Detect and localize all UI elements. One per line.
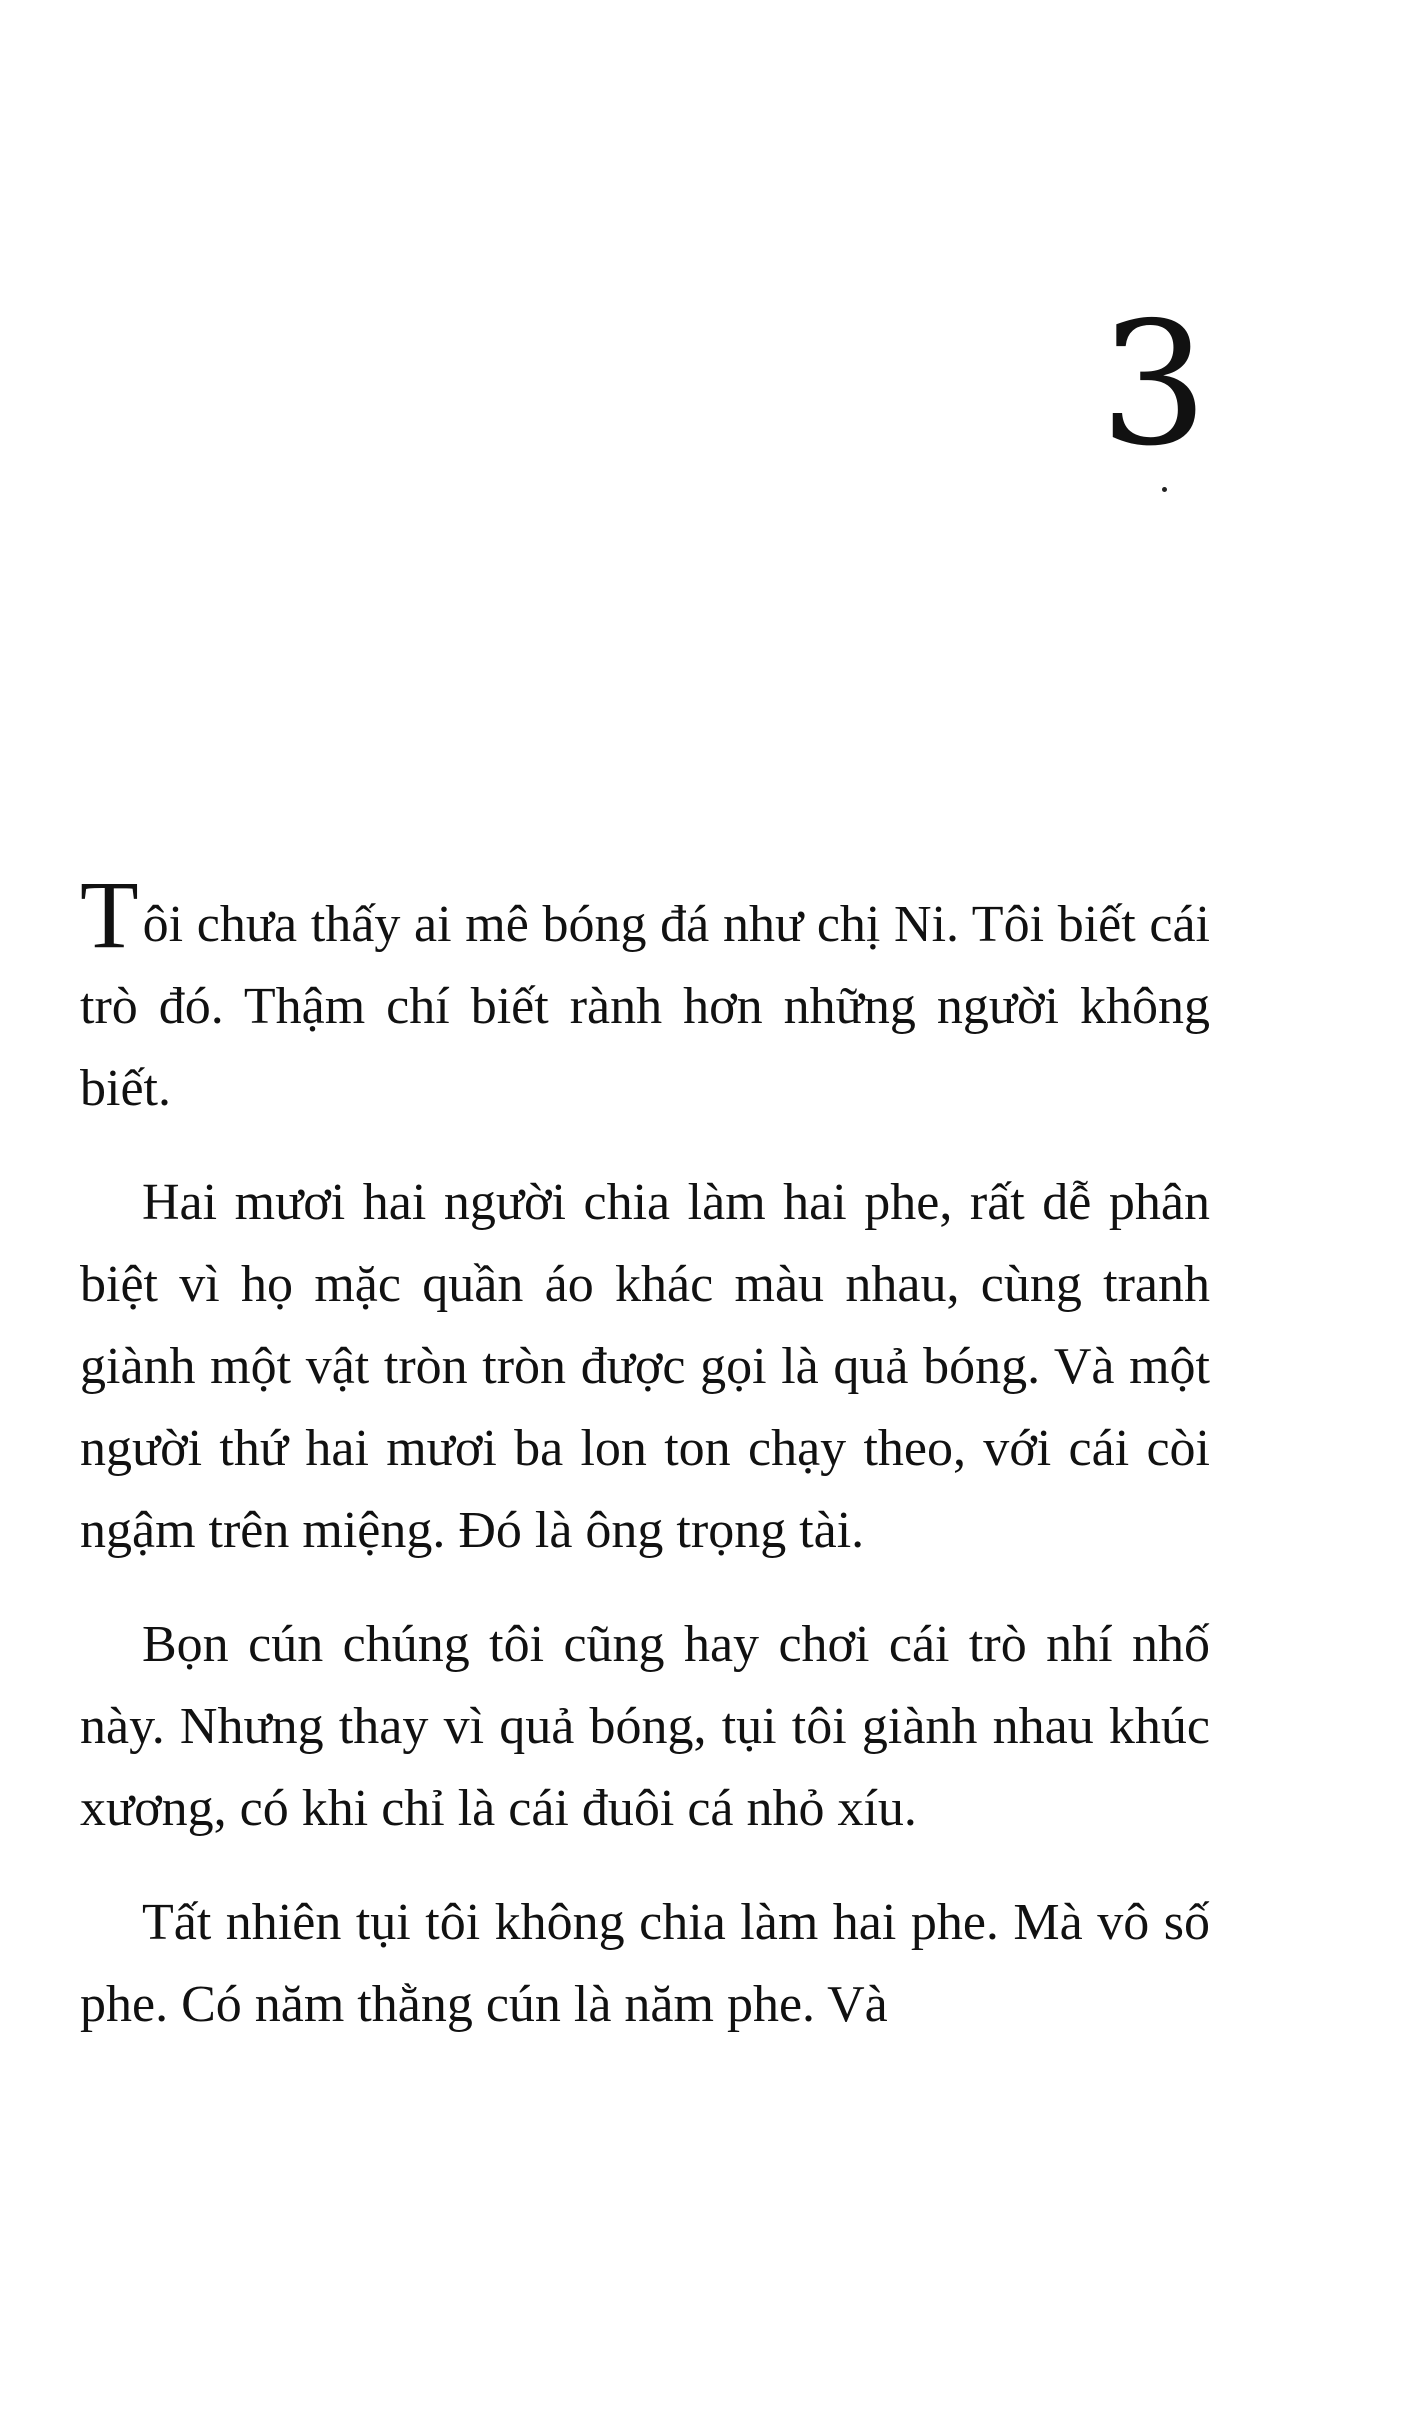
- chapter-number-text: 3: [1099, 286, 1208, 484]
- paragraph-4: Tất nhiên tụi tôi không chia làm hai phe. Mà vô số phe. Có năm thằng cún là năm phe. Và: [80, 1894, 1210, 2033]
- paragraph-3: Bọn cún chúng tôi cũng hay chơi cái trò nhí nhố này. Nhưng thay vì quả bóng, tụi tôi giành nhau khúc xương, có khi chỉ là cái đuôi cá nhỏ xíu.: [80, 1616, 1210, 1837]
- paragraph-2: Hai mươi hai người chia làm hai phe, rất dễ phân biệt vì họ mặc quần áo khác màu nhau, cùng tranh giành một vật tròn tròn được gọi là quả bóng. Và một người thứ hai mươi ba lon ton chạy theo, với cái còi ngậm trên miệng. Đó là ông trọng tài.: [80, 1174, 1210, 1559]
- chapter-number-mark: [1162, 487, 1167, 492]
- drop-cap: T: [80, 861, 139, 968]
- paragraph-1-text: ôi chưa thấy ai mê bóng đá như chị Ni. Tôi biết cái trò đó. Thậm chí biết rành hơn những người không biết.: [80, 896, 1210, 1117]
- chapter-body: [80, 861, 1210, 2078]
- paragraph-1: [80, 861, 1210, 1130]
- chapter-number: [1099, 286, 1208, 484]
